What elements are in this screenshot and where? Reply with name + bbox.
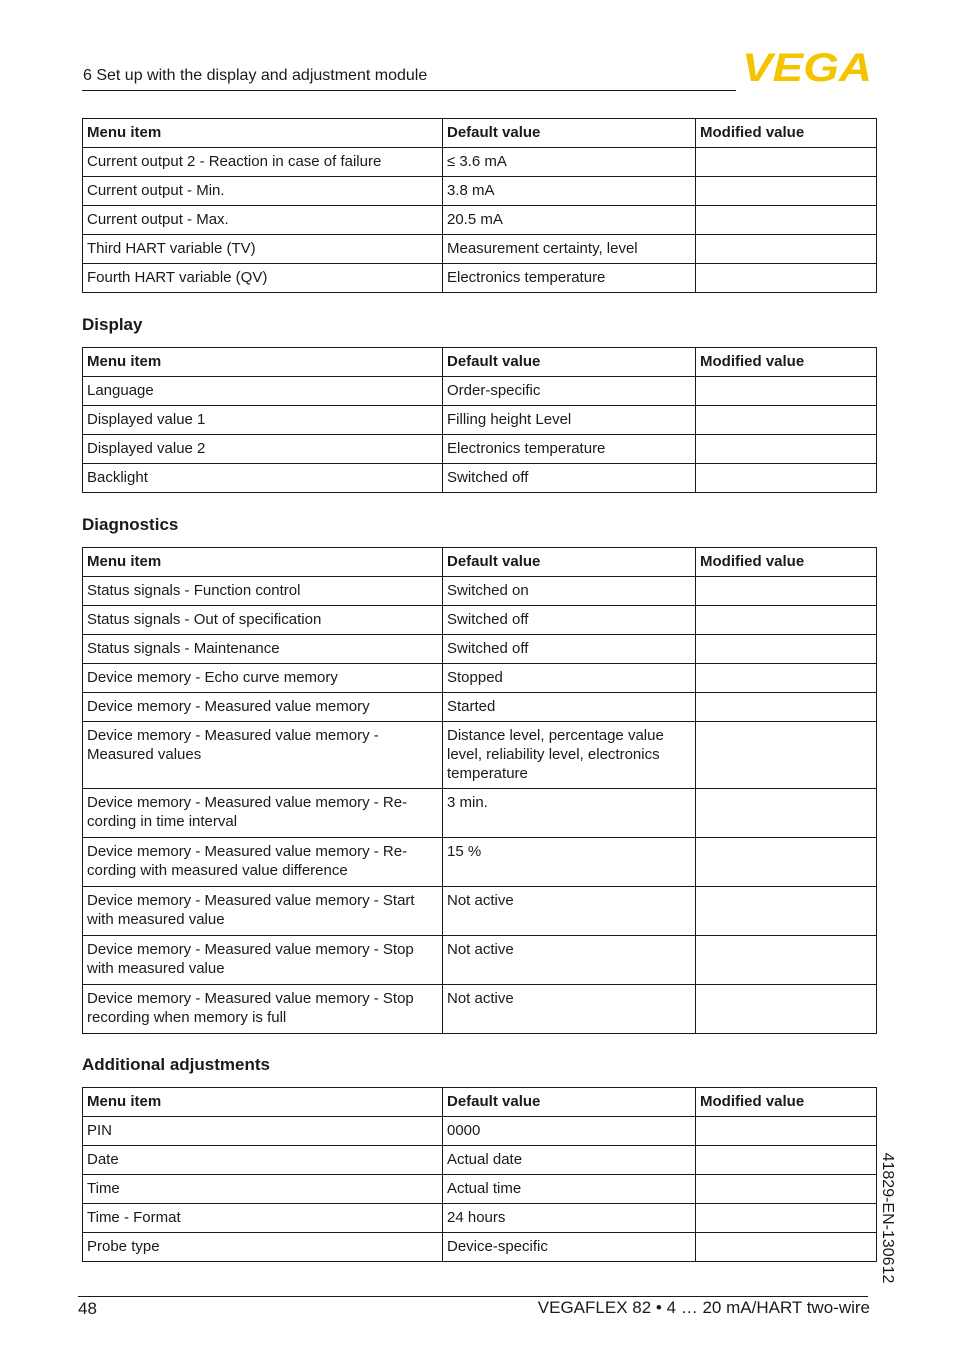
additional-adjustments-table — [82, 1087, 877, 1262]
cell-modified-value — [696, 206, 877, 235]
column-header-default-value: Default value — [443, 1088, 696, 1117]
cell-modified-value — [696, 936, 877, 985]
section-title-additional-adjustments: Additional adjustments — [82, 1055, 270, 1074]
cell-modified-value — [696, 406, 877, 435]
header-divider — [82, 90, 736, 91]
column-header-default-value: Default value — [443, 348, 696, 377]
cell-modified-value — [696, 577, 877, 606]
product-title: VEGAFLEX 82 • 4 … 20 mA/HART two-wire — [537, 1298, 870, 1317]
cell-menu-item: Device memory - Measured value memory - Re-cording with measured value difference — [83, 838, 443, 887]
table-row — [83, 664, 877, 693]
table-row — [83, 838, 877, 887]
cell-default-value: Switched on — [443, 577, 696, 606]
cell-menu-item: Device memory - Measured value memory - Start with measured value — [83, 887, 443, 936]
cell-modified-value — [696, 148, 877, 177]
table-row — [83, 1175, 877, 1204]
table-row — [83, 985, 877, 1034]
table-row — [83, 377, 877, 406]
cell-menu-item: Device memory - Measured value memory - Measured values — [83, 722, 443, 789]
page-number: 48 — [78, 1299, 97, 1318]
cell-menu-item: Device memory - Measured value memory - Re-cording in time interval — [83, 789, 443, 838]
column-header-modified-value: Modified value — [696, 548, 877, 577]
cell-default-value: Not active — [443, 985, 696, 1034]
cell-menu-item: Third HART variable (TV) — [83, 235, 443, 264]
footer-divider — [78, 1296, 868, 1297]
cell-modified-value — [696, 635, 877, 664]
cell-menu-item: Time - Format — [83, 1204, 443, 1233]
cell-modified-value — [696, 606, 877, 635]
table-row — [83, 177, 877, 206]
current-output-table — [82, 118, 877, 293]
table-header-row — [83, 119, 877, 148]
cell-menu-item: Status signals - Out of specification — [83, 606, 443, 635]
cell-menu-item: Fourth HART variable (QV) — [83, 264, 443, 293]
table-row — [83, 693, 877, 722]
table-row — [83, 464, 877, 493]
cell-menu-item: Device memory - Measured value memory - Stop with measured value — [83, 936, 443, 985]
cell-modified-value — [696, 887, 877, 936]
cell-default-value: 3 min. — [443, 789, 696, 838]
page-header-title: 6 Set up with the display and adjustment module — [83, 67, 428, 84]
table-row — [83, 235, 877, 264]
cell-default-value: Distance level, percentage value level, reliability level, electronics temperature — [443, 722, 696, 789]
cell-menu-item: Displayed value 1 — [83, 406, 443, 435]
cell-default-value: Measurement certainty, level — [443, 235, 696, 264]
cell-menu-item: Status signals - Maintenance — [83, 635, 443, 664]
table-row — [83, 577, 877, 606]
cell-default-value: Not active — [443, 887, 696, 936]
cell-default-value: Switched off — [443, 606, 696, 635]
cell-default-value: Switched off — [443, 635, 696, 664]
table-row — [83, 635, 877, 664]
column-header-menu-item: Menu item — [83, 1088, 443, 1117]
cell-default-value: ≤ 3.6 mA — [443, 148, 696, 177]
table-row — [83, 406, 877, 435]
column-header-modified-value: Modified value — [696, 348, 877, 377]
display-table — [82, 347, 877, 493]
cell-default-value: 0000 — [443, 1117, 696, 1146]
cell-menu-item: Status signals - Function control — [83, 577, 443, 606]
cell-menu-item: Date — [83, 1146, 443, 1175]
cell-modified-value — [696, 435, 877, 464]
table-header-row — [83, 548, 877, 577]
cell-default-value: 20.5 mA — [443, 206, 696, 235]
column-header-modified-value: Modified value — [696, 1088, 877, 1117]
cell-modified-value — [696, 693, 877, 722]
cell-default-value: Electronics temperature — [443, 435, 696, 464]
cell-modified-value — [696, 838, 877, 887]
cell-modified-value — [696, 1204, 877, 1233]
cell-menu-item: Current output - Max. — [83, 206, 443, 235]
cell-default-value: 3.8 mA — [443, 177, 696, 206]
column-header-default-value: Default value — [443, 119, 696, 148]
column-header-menu-item: Menu item — [83, 119, 443, 148]
cell-menu-item: Language — [83, 377, 443, 406]
diagnostics-table — [82, 547, 877, 1034]
cell-default-value: Order-specific — [443, 377, 696, 406]
cell-default-value: Actual date — [443, 1146, 696, 1175]
cell-menu-item: Device memory - Measured value memory - Stop recording when memory is full — [83, 985, 443, 1034]
column-header-default-value: Default value — [443, 548, 696, 577]
cell-menu-item: Device memory - Measured value memory — [83, 693, 443, 722]
cell-default-value: Filling height Level — [443, 406, 696, 435]
cell-modified-value — [696, 1233, 877, 1262]
table-header-row — [83, 348, 877, 377]
cell-menu-item: Current output 2 - Reaction in case of failure — [83, 148, 443, 177]
cell-menu-item: Time — [83, 1175, 443, 1204]
cell-default-value: Switched off — [443, 464, 696, 493]
cell-modified-value — [696, 377, 877, 406]
table-row — [83, 789, 877, 838]
cell-modified-value — [696, 722, 877, 789]
cell-default-value: Device-specific — [443, 1233, 696, 1262]
section-title-display: Display — [82, 315, 143, 334]
cell-default-value: 24 hours — [443, 1204, 696, 1233]
cell-modified-value — [696, 1146, 877, 1175]
table-row — [83, 264, 877, 293]
cell-default-value: Actual time — [443, 1175, 696, 1204]
logo-text: VEGA — [742, 50, 872, 84]
cell-modified-value — [696, 1117, 877, 1146]
cell-default-value: 15 % — [443, 838, 696, 887]
table-row — [83, 606, 877, 635]
cell-modified-value — [696, 235, 877, 264]
document-code: 41829-EN-130612 — [879, 1152, 896, 1284]
cell-modified-value — [696, 464, 877, 493]
cell-modified-value — [696, 789, 877, 838]
column-header-modified-value: Modified value — [696, 119, 877, 148]
table-row — [83, 887, 877, 936]
table-row — [83, 936, 877, 985]
table-header-row — [83, 1088, 877, 1117]
section-title-diagnostics: Diagnostics — [82, 515, 179, 534]
cell-menu-item: Device memory - Echo curve memory — [83, 664, 443, 693]
cell-menu-item: Backlight — [83, 464, 443, 493]
cell-menu-item: Probe type — [83, 1233, 443, 1262]
cell-default-value: Electronics temperature — [443, 264, 696, 293]
table-row — [83, 1117, 877, 1146]
cell-menu-item: Displayed value 2 — [83, 435, 443, 464]
cell-menu-item: Current output - Min. — [83, 177, 443, 206]
cell-default-value: Started — [443, 693, 696, 722]
cell-modified-value — [696, 664, 877, 693]
table-row — [83, 1233, 877, 1262]
cell-modified-value — [696, 177, 877, 206]
column-header-menu-item: Menu item — [83, 348, 443, 377]
cell-menu-item: PIN — [83, 1117, 443, 1146]
cell-modified-value — [696, 264, 877, 293]
cell-modified-value — [696, 1175, 877, 1204]
table-row — [83, 722, 877, 789]
cell-default-value: Not active — [443, 936, 696, 985]
table-row — [83, 206, 877, 235]
cell-default-value: Stopped — [443, 664, 696, 693]
vega-logo — [742, 50, 872, 84]
table-row — [83, 435, 877, 464]
table-row — [83, 1204, 877, 1233]
table-row — [83, 1146, 877, 1175]
cell-modified-value — [696, 985, 877, 1034]
table-row — [83, 148, 877, 177]
column-header-menu-item: Menu item — [83, 548, 443, 577]
